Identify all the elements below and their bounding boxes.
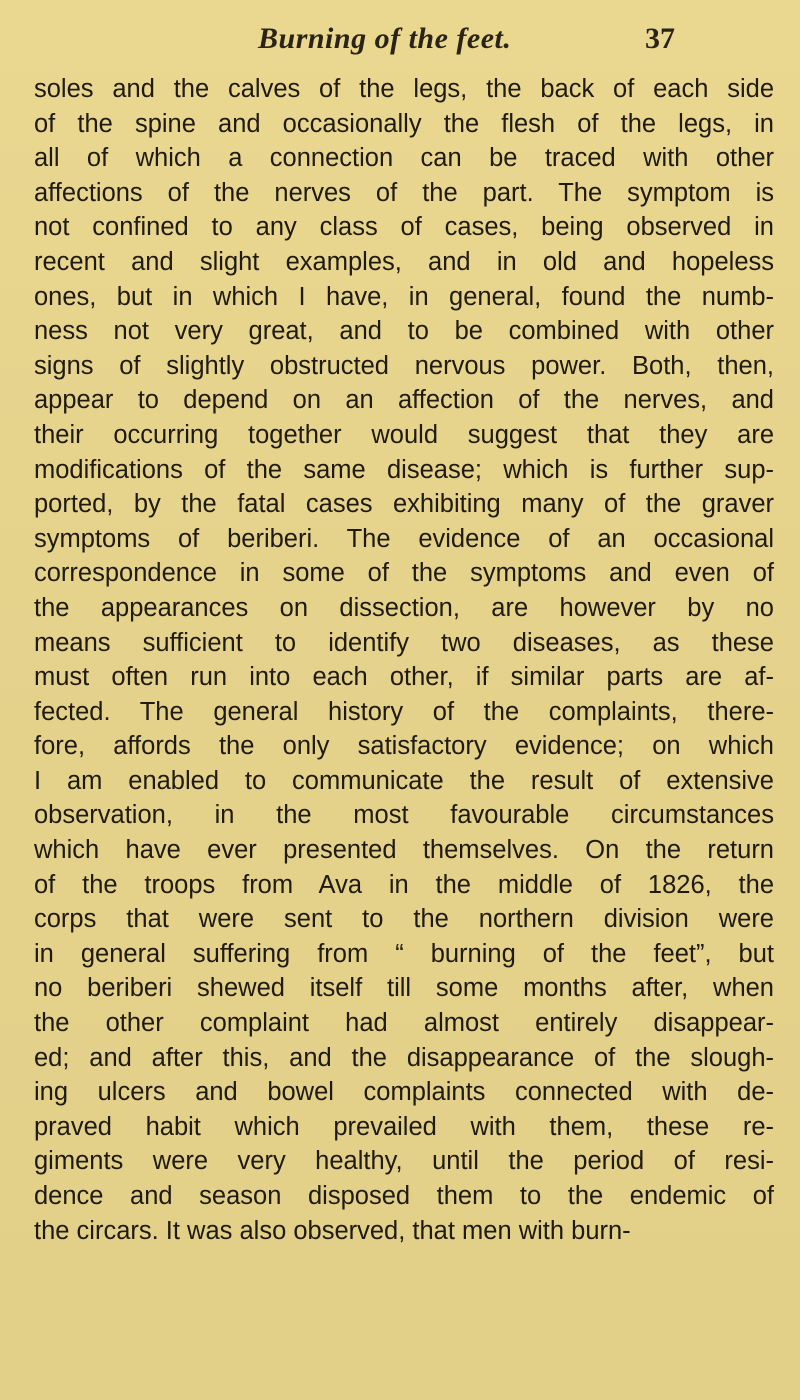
text-line: in general suffering from “ burning of the feet”, but [34, 939, 774, 968]
text-line: modifications of the same disease; which is further sup- [34, 455, 774, 484]
text-line: appear to depend on an affection of the nerves, and [34, 386, 774, 415]
page-number: 37 [645, 22, 675, 55]
text-line: ing ulcers and bowel complaints connected with de- [34, 1078, 774, 1107]
text-line: ness not very great, and to be combined with other [34, 317, 774, 346]
text-line: of the troops from Ava in the middle of 1826, the [34, 870, 774, 899]
text-line: their occurring together would suggest that they are [34, 420, 774, 449]
text-line: signs of slightly obstructed nervous power. Both, then, [34, 351, 774, 380]
running-head: Burning of the feet. [258, 22, 512, 55]
text-line: the circars. It was also observed, that men with burn- [34, 1216, 631, 1245]
body-text [34, 72, 774, 1248]
text-line: giments were very healthy, until the period of resi- [34, 1147, 774, 1176]
text-line: praved habit which prevailed with them, these re- [34, 1112, 774, 1141]
text-line: must often run into each other, if similar parts are af- [34, 663, 774, 692]
text-line: the other complaint had almost entirely disappear- [34, 1009, 774, 1038]
text-line: not confined to any class of cases, being observed in [34, 213, 774, 242]
text-line: no beriberi shewed itself till some months after, when [34, 974, 774, 1003]
text-line: means sufficient to identify two diseases, as these [34, 628, 774, 657]
text-line: ones, but in which I have, in general, found the numb- [34, 282, 774, 311]
text-line: I am enabled to communicate the result of extensive [34, 766, 774, 795]
text-line: ported, by the fatal cases exhibiting many of the graver [34, 490, 774, 519]
text-line: the appearances on dissection, are however by no [34, 593, 774, 622]
text-line: fected. The general history of the complaints, there- [34, 697, 774, 726]
text-line: symptoms of beriberi. The evidence of an occasional [34, 524, 774, 553]
text-line: of the spine and occasionally the flesh of the legs, in [34, 109, 774, 138]
text-line: recent and slight examples, and in old and hopeless [34, 247, 774, 276]
text-line: which have ever presented themselves. On the return [34, 836, 774, 865]
text-line: ed; and after this, and the disappearance of the slough- [34, 1043, 774, 1072]
text-line: dence and season disposed them to the endemic of [34, 1182, 774, 1210]
text-line: corps that were sent to the northern division were [34, 905, 774, 934]
text-line: observation, in the most favourable circumstances [34, 801, 774, 830]
text-line: soles and the calves of the legs, the back of each side [34, 75, 774, 103]
text-line: correspondence in some of the symptoms and even of [34, 559, 774, 588]
text-line: all of which a connection can be traced with other [34, 144, 774, 173]
text-line: fore, affords the only satisfactory evidence; on which [34, 732, 774, 761]
text-line: affections of the nerves of the part. The symptom is [34, 178, 774, 207]
page-header [0, 22, 800, 62]
